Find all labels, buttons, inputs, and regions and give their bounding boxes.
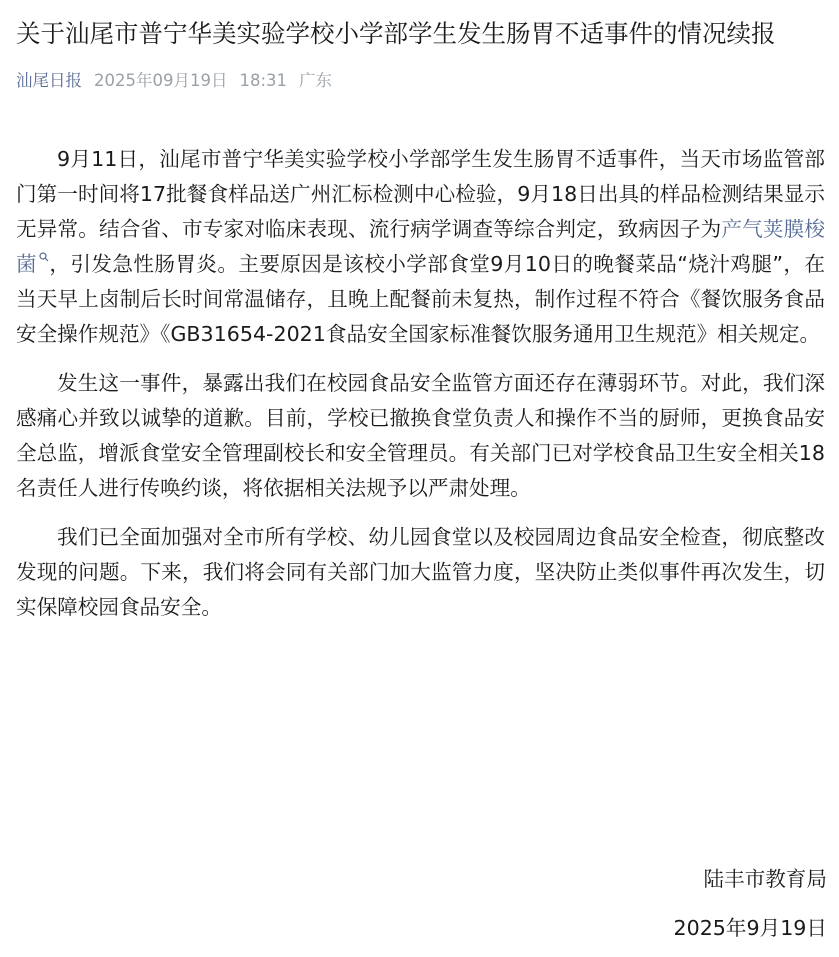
signature-organization: 陆丰市教育局 xyxy=(703,867,827,891)
paragraph-2: 发生这一事件，暴露出我们在校园食品安全监管方面还存在薄弱环节。对此，我们深感痛心并致以诚挚的道歉。目前，学校已撤换食堂负责人和操作不当的厨师，更换食品安全总监，增派食堂安全管理副校长和安全管理员。有关部门已对学校食品卫生安全相关18名责任人进行传唤约谈，将依据相关法规予以严肃处理。 xyxy=(16,371,825,500)
signature-date: 2025年9月19日 xyxy=(673,916,827,940)
publish-date: 2025年09月19日 xyxy=(94,71,228,90)
article-body xyxy=(16,142,825,625)
paragraph-1-text-after: ，引发急性肠胃炎。主要原因是该校小学部食堂9月10日的晚餐菜品“烧汁鸡腿”，在当天早上卤制后长时间常温储存，且晚上配餐前未复热，制作过程不符合《餐饮服务食品安全操作规范》《GB31654-2021食品安全国家标准餐饮服务通用卫生规范》相关规定。 xyxy=(16,252,825,346)
source-link[interactable]: 汕尾日报 xyxy=(16,71,82,90)
paragraph-1 xyxy=(16,142,825,352)
publish-time: 18:31 xyxy=(239,71,288,90)
article-meta xyxy=(16,70,825,92)
paragraph-3: 我们已全面加强对全市所有学校、幼儿园食堂以及校园周边食品安全检查，彻底整改发现的问题。下来，我们将会同有关部门加大监管力度，坚决防止类似事件再次发生，切实保障校园食品安全。 xyxy=(16,525,825,619)
search-icon xyxy=(39,252,49,262)
article-title: 关于汕尾市普宁华美实验学校小学部学生发生肠胃不适事件的情况续报 xyxy=(16,19,776,48)
publish-region: 广东 xyxy=(299,71,333,90)
keyword-search-link-text: 产气荚膜梭菌 xyxy=(16,217,826,276)
paragraph-1-text-before: 9月11日，汕尾市普宁华美实验学校小学部学生发生肠胃不适事件，当天市场监管部门第一时间将17批餐食样品送广州汇标检测中心检验，9月18日出具的样品检测结果显示无异常。结合省、市专家对临床表现、流行病学调查等综合判定，致病因子为 xyxy=(16,147,825,241)
